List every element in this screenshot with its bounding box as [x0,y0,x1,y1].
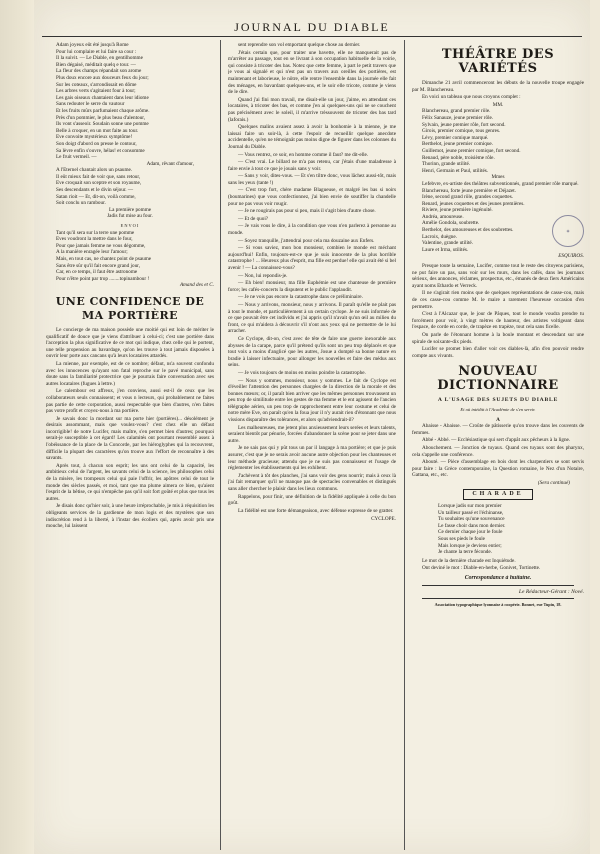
poem-line: Eve croquait son sceptre et son royaume, [56,180,142,187]
paragraph: — Non, lui repondis-je. [238,272,288,279]
dictionary-title: NOUVEAU DICTIONNAIRE [437,364,559,394]
paragraph: Je disais donc qu'hier soir, à une heure irréprochable, je mis à réquisition les obligeants services de la gardienne de mon logis et des mystères que son indiscrétion rend à la liberté, à l'instar des écoliers qui, après avoir pris une mouche, lui laissent [46,503,214,530]
footer-rule [422,598,574,599]
charade-line: Tu souhaites qu'une souvenance [438,516,505,523]
poem-stanza [46,42,214,161]
dictionary-entry: Abouté. — Pièce d'assemblage en bois dont les charpentiers se sont servis pour faire : la Grèce contemporaine, la Question romaine, le Nez d'un Notaire, Gattana, etc., etc. [412,459,584,479]
cast-entry: Sylvain, jeune premier rôle, fort second. [422,121,506,128]
paragraph: La fidélité est une forte démangeaison, avec défense expresse de se gratter. [238,507,394,514]
paragraph: C'est à l'Alcazar que, le jour de Pâques, tout le monde voudra prendre tu forcément pour voir, à vingt mètres de hauteur, des artistes voltigeant dans l'espace, de corde en corde, de trapèze en trapèze, tout cela sans ficelle. [412,311,584,331]
poem-line: Pour que jamais femme ne vous dégomme, [56,242,146,249]
header-rule [42,36,582,37]
poem-stanza [46,167,214,207]
poem-line: Les arbres verts s'agitaient four à tour; [56,88,136,95]
dictionary-note: Et où intéditt à l'Académie de s'en servir. [460,406,536,412]
cast-entry: Valentine, grande utilité. [422,240,473,247]
paragraph: Presque toute la semaine, Lucifer, comme tout le reste des citoyens parisiens, ne put faire un pas, sans voir sur les murs, dans les cafés, dans les journaux sérieux, des annonces, réclames, prospectus, etc., émanés de deux fiers Américains ayant noms Ethardo et Verreck. [412,263,584,289]
poem-line: Ils vont s'asseoir. Soudain sonne une pomme [56,121,149,128]
charade-answer [412,558,584,572]
cast-entry: Renaud, père noble, troisième rôle. [422,154,495,161]
poem-line: Eves voudront la mettre dans le four, [56,236,133,243]
paragraph: Le calembour est affreux, j'en conviens, aussi est-il de ceux que les collaborateurs seuls connaissent; et vous n lecteurs, qui probablement ne faites pas partie de cette corporation, aussi respectable que bien d'autres, n'en faites pas votre profit et croyez-nous à ma portière. [46,388,214,415]
dictionary-letter: A [496,416,500,423]
paragraph: sent reprendre son vol emportant quelque chose au dernier. [238,42,361,48]
cast-entry: Lefebvre, ex-artiste des théâtres subventionnés, grand premier rôle marqué. [422,180,579,187]
cast-entry: Lévy, premier comique marqué. [422,134,489,141]
paragraph: J'étais certain que, pour traiter une bavette, elle ne manquerait pas de m'arrêter au passage, tout en se livrant à son occupation habituelle de la voirie, qui consiste à tricoter des bas. Notez que cette femme, à part le petit travers que je vous ai signalé et qui n'est pas un travers aux oreilles des portières, est maintenant et laborieuse, le nôtre, elle rentre l'ensemble dans la journée elle fait des ménages, en bavardant quelques-uns, et le soir elle tricote, comme je viens de le dire. [228,49,396,96]
poem-line: Sur les coteaux, s'arrondissait en dôme [56,81,137,88]
charade-line: Sous ses pieds le foule [438,536,485,543]
column-1 [46,42,214,852]
article-body [412,263,584,359]
cast-entry: Thorinn, grande utilité. [422,161,471,168]
charade-line: Mais lorsque je deviens entier; [438,542,502,549]
poem-line: Plus doux encore aux douceurs feux du jour; [56,74,149,81]
charade-line: Je chante la terre féconde. [438,549,493,556]
cast-entry: Berthelot, jeune premier comique. [422,141,494,148]
paragraph: — Sans y voir, dites-vous. — Et s'en tiltre donc, vous lâchez aussi-tôt, mais sans les yeux (tante !) [228,173,396,186]
envoi-stanza [46,230,214,283]
poem-dialogue: Adam, rêvant d'amour, [146,160,194,167]
poem-line: Ses descendants et le divin séjour. — [56,187,134,194]
paragraph: Je ne sais pas qui y pût tous un par il langage à ma portière; et que je puis assurer, c'est que je ne serais avoir aucune autre objection pour les chanteuses et leur méthode gracieuse; attendu que je ne suis pas connaisseur et l'usage de réglementer les établissements qui les exhibent. [228,445,396,472]
poem-line: Le fruit vermeil. — [56,154,97,161]
poem-line: Sans être sûr qu'il fait encore grand jour, [56,262,140,269]
cast-entry: Blanchereau, grand premier rôle. [422,108,491,115]
poem-line: A la manière enragée leur l'amour; [56,249,128,256]
paragraph: — Si vous saviez, mon bon monsieur, combien le monde est méchant aujourd'hui! Enfin, toujours-est-ce que je suis innocente de la plus horrible catastrophe ! ... Heureux plus d'esprit, ma fille est perdue! elle qui avait été si bel avenir ! — La connaissez-vous? [228,245,396,271]
paragraph: — Nous y arrivons, monsieur, nous y arrivons. Il paraît qu'elle ne plait pas à tout le monde, et particulièrement à un certain cyclope. Je ne suis informée de ce que pouvait être cet individu et j'ai appris qu'il n'avait qu'un œil au milieu du front, ce qui m'aidera à découvrir s'il n'ont aux yeux qui ne permettre de le lui arracher. [228,301,396,335]
paragraph: Il ne s'agirait rien moins que de quelques représentations de casse-cou, mais de ces casse-cou comme M. le maire a rarement l'heureuse occasion d'en permettre. [412,290,584,310]
paragraph: Dimanche 21 avril commenceront les débuts de la nouvelle troupe engagée par M. Blanchereau. [412,80,584,93]
poem-line: Tant qu'il sera sur la terre une pomme [56,229,135,236]
poem-line: Sans redouter le serre du vautour [56,101,125,108]
cast-entry: Riviere, jeune première ingénuité. [422,207,493,214]
dictionary-entry: Abbé - Abbé. — Ecclésiastique qui sert d'appât aux pêcheurs à la ligne. [422,437,571,444]
cast-entry: Guillemot, jeune premier comique, fort second. [422,147,521,154]
dictionary-continued: (Sera continué) [537,479,570,486]
cast-entry: Laure et Irma, utilités. [422,246,469,253]
dictionary-subtitle: A L'USAGE DES SUJETS DU DIABLE [437,397,559,404]
cast-entry: Blanchereau, forte jeune première et Déjazet. [422,187,517,194]
paragraph: — Nous y sommes, monsieur, nous y sommes. Le fait de Cyclope est d'éveiller l'attention des personnes chargées de la direction de la morale et des bonnes mœurs; or, il paraît bien arriver que les mêmes personnes trouvassent un peu trop de similitude entre les gestes de ma femme et le ent agissent de l'ancien télégraphe aérien, un peu trop de rapprochement entre leur costume et celui de notre mère Eve, on paraît qu'en la foua jour il n'y aurait rien d'étonnant que nous vissions disparaître des tolérances, et alors qu'adviendrait-il? [228,377,396,424]
cast-entry: Irène, second grand rôle, grandes coquettes. [422,194,514,201]
poem-line: Satan rioit — Et, dit-on, voilà comme, [56,193,136,200]
cast-entry: Berthelot, des amoureuses et des soubrettes. [422,227,514,234]
page-edge [0,0,34,854]
paragraph: J'achèvent à tôt des planches, j'ai sans voir des gens nourrir; mais à ceux là j'ai fait remarquer qu'il ne manque pas de spectacles convenables et distingués sans aller chercher le plaisir dans les lieux communs. [228,472,396,492]
cast-entry: Renard, jeunes coquettes et des jeunes premières. [422,200,525,207]
newspaper-page [34,0,590,854]
section-title: UNE CONFIDENCE DE MA PORTIÈRE [55,294,205,322]
column-3 [412,42,584,852]
poem-signature: Amand des et C. [179,282,214,289]
poem-line: Sa lèvre enfin s'ouvre, hélas! et consomme [56,147,145,154]
theatre-intro [412,80,584,101]
poem-line: La fleur des champs répandait son arome [56,68,142,75]
poem-line: Adam joyeux eût été jusqu'à Rome [56,42,129,48]
column-2 [228,42,396,852]
paragraph: Lucifer se promet bien d'aller voir ces diables-là, afin d'en pouvoir rendre compte aux vivants. [412,346,584,359]
cast-entry: Amélie Gondola, soubrette. [422,220,480,227]
paragraph: — Je ne rougirais pas pour si peu, mais il s'agit bien d'autre chose. [238,208,376,215]
cast-heading-men: MM. [492,101,504,108]
poem-line: Son doigt d'abord on presse le contour, [56,140,137,147]
dictionary-entry: Abouchement. — Jonction de tuyaux. Quand ces tuyaux sont des pharynx, cela s'appelle une conférence. [412,444,584,458]
paragraph: Ont deviné le mot : Diable-en-herbe, Gonivet, Tortinette. [422,565,541,572]
column-separator [220,40,221,850]
printer-imprint: Association typographique lyonnaise à coopérie. Bonnet, rue Tupin, 18. [434,602,562,608]
paragraph: — C'est trop fort, chère madame Blagueuse, et malgré les bas si noirs (boumarines) que vous confectionnez, j'ai bien envie de soutiffer la chandelle pour ne pas vous voir rougir. [228,187,396,207]
paragraph: La mienne, par exemple, est de ce nombre; défaut, ns'a souvent confondu avec les innocences qu'ayant son fatal reproche sur le pavé municipal, sans doute sans la familiarité protectrice que je pourrais faire conversation avec ses autres locataires (fugues à lettre.) [46,360,214,387]
poem-line: A l'Eternel chantait alors un psaume. [56,167,133,174]
poem-line: Mais, en tout cas, ne chantez point de psaume [56,256,152,262]
paragraph: Quand j'ai fini mon travail, me disait-elle un jour, j'aime, en attendant ces locataires, à tricoter des bas, et comme j'en ai quelques-uns qui ne se couchent pas précisément avec le soleil, il m'arrive trèssouvent de tricoter des bas tard (laforais.) [228,96,396,123]
article-body [228,42,396,514]
library-stamp: ◉ [552,215,584,247]
poem-line: Eve convoite mystérieux symptôme! [56,134,133,141]
article-body [46,327,214,530]
paragraph: En voici un tableau que nous croyons complet : [422,94,521,101]
charade-line: Ce dernier chaque jour le foule [438,529,503,536]
column-separator [404,40,405,850]
cast-list-men [412,108,584,174]
charade-title: CHARADE [463,489,532,500]
paragraph: Rappelons, pour finir, une définition de la fidélité appliquée à celle du bon goût. [228,493,396,507]
cast-entry: Andréa, amoureuse. [422,213,464,220]
paragraph: — Et de quoi? [238,215,269,222]
paragraph: Après tout, à chacun son esprit; les uns ont celui de la capacité, les ambitieux celui de l'argent, les savants celui de la science, les philosophes celui de la misère, les trompeurs celui qui paie l'offrir, les apôtres celui de tout le monde des siècles passés, et moi, tant que ma plume aimera ce bien, qu'aient l'esprit de la bêtise, ce qui n'empêche pas qu'il soit fort goûté et plus que tous les autres. [46,462,214,502]
cast-entry: Félix Sanauze, jeune premier rôle. [422,114,494,121]
poem-line: La première pomme [108,206,152,213]
paragraph: — Eh bien! monsieur, ma fille Euphémie est une chanteuse de première force; les cafés-concerts la disputent et le public l'applaudit. [228,280,396,293]
poem-line: Jadis fut mise au four. [107,213,153,220]
paragraph: On parle de l'étonnant homme à la boule montant et descendant sur une spirale de soixante-dix pieds. [412,331,584,345]
paragraph: Ce Cyclope, dit-on, c'est avec de tête de faire une guerre inexorable aux abysses de la carape, parce qu'il prétend qu'ils sont un peu trop déplacés et que tout voix a moins d'anglicé que les autres, Josue a dompté sa bonne nature en bradie à laisser infectuaire, pour allonger les nouvelles et faire des médus aux seins. [228,335,396,369]
poem-line: Bien dégaisé, méditait quelq e tour. — [56,61,136,68]
paragraph: — Je vais vous le dire, à la condition que vous n'en parlerez à personne au monde. [228,223,396,237]
article-signature: CYCLOPE. [371,516,396,523]
cast-entry: Henri, Germain et Paul, utilités. [422,167,489,174]
cast-entry: Girois, premier comique, tous genres. [422,128,501,135]
cast-heading-women: Mmes [491,174,505,181]
charade-line: Un tailleur passé et l'échinanse, [438,509,504,516]
cast-entry: Lacroix, duègne. [422,233,458,240]
envoi-label: ENVOI [120,223,140,229]
paragraph: Quelques malins avaient assez à avoir la bonhomie à la mienne, je me laissai faire un soir-là, à cette l'espoir de recueillir quelque anecdote accidentelle, qu'en ne témoignât pas moins digne de figurer dans les colonnes du Journal du Diable. [228,124,396,150]
poem-line: Pour lui complaire et lui faire sa cour : [56,48,137,55]
poem-line: Belle à croquer, en un mot faite au tour. [56,127,139,134]
page-header: JOURNAL DU DIABLE [234,20,390,34]
section-title: THÉÂTRE DES VARIÉTÉS [441,47,555,76]
paragraph: — C'est vrai. Le billard ne m'a pas retenu, car j'étais d'une maladresse à faire envie à tout ce que je jouais sans y voir. [228,159,396,172]
paragraph: Le mot de la dernière charade est Inquiétude. [422,557,516,564]
poem-line: Près d'un pommier, le plus beau d'alentour, [56,114,146,121]
poem-line: Pour n'être point par trop ........topinambour ! [56,275,150,282]
charade-title-wrap [412,489,584,500]
poem-line: Il eût mieux fait de voir que, sans retour, [56,173,141,180]
poem-line: Et les fruits mûrs parfumaient chaque arôme. [56,107,150,114]
paragraph: — Je ne vois pas encore la catastrophe dans ce préliminaire. [238,294,363,301]
poem-line: Soit conclu un rambour. [56,200,106,207]
theatre-signature: ESQUIROS. [558,253,584,260]
paragraph: Les malheureuses, me jetent plus anxieusement leurs serées et leurs talents, seraient bientôt par pénurie, forcées d'abandonner la scène pour se jeter dans une autre. [228,424,396,444]
dictionary-entry: Abaisse - Abaisse. — Croûte de pâtisserie qu'on trouve dans les couvents de femmes. [412,423,584,436]
correspondence-note: Correspondance à huitaine. [464,575,532,581]
charade-line: Lorsque jadis sur mon premier [438,503,502,510]
paragraph: — Je vois toujours de moins en moins poindre la catastrophe. [238,369,366,376]
paragraph: Le concierge de ma maison possède une moitié qui est loin de mériter le qualificatif de douce que je viens d'attribuer à celui-ci; c'est une portière dans l'acception la plus significative de ce mot qui indique, chez celle qui le portent, une telle propension au bavardage, qu'on les trouve à tout jamais disposées à ouvrir leur porte aux cancans qu'à leurs locataires attardés. [46,326,214,360]
poem-line: Les gais oiseaux chantaient dans leur idiome [56,94,149,101]
charade-line: Le fasse choir dans mon dernier. [438,522,506,529]
paragraph: — Vous rentrez, ce soir, en homme comme il faut? me dit-elle. [238,151,369,158]
footer-rule [422,585,574,586]
charade-poem [412,503,584,556]
poem-line: Il la suivit. — Le Diable, en gentilhomme [56,55,143,62]
paragraph: — Soyez tranquille, j'attendrai pour cela ma douzaine aux Enfers. [238,237,375,244]
editor-line: Le Rédacteur-Gérant : Nové. [518,588,584,595]
poem-line: Car, en ce temps, il faut être astronome [56,269,138,276]
paragraph: Je savais donc la mordant sur ma porte hier (portières)... désolément je desirais assommant, mais que voulez-vous? c'est chez elle un défaut incorrigible! de notre Lucifer, mais maître, s'en permet bien d'autres; pourquoi serait-je susceptible à cet égard! Les calamités ont pourtant ressemblé assez à l'obéissance de la place de la Concorde, par les hiéroglyphes qui la recouvrent, difficile la plupart des caractères qu'on trouve aux l'effort de reconnaître à des savants. [46,415,214,462]
dictionary-entries [412,423,584,479]
